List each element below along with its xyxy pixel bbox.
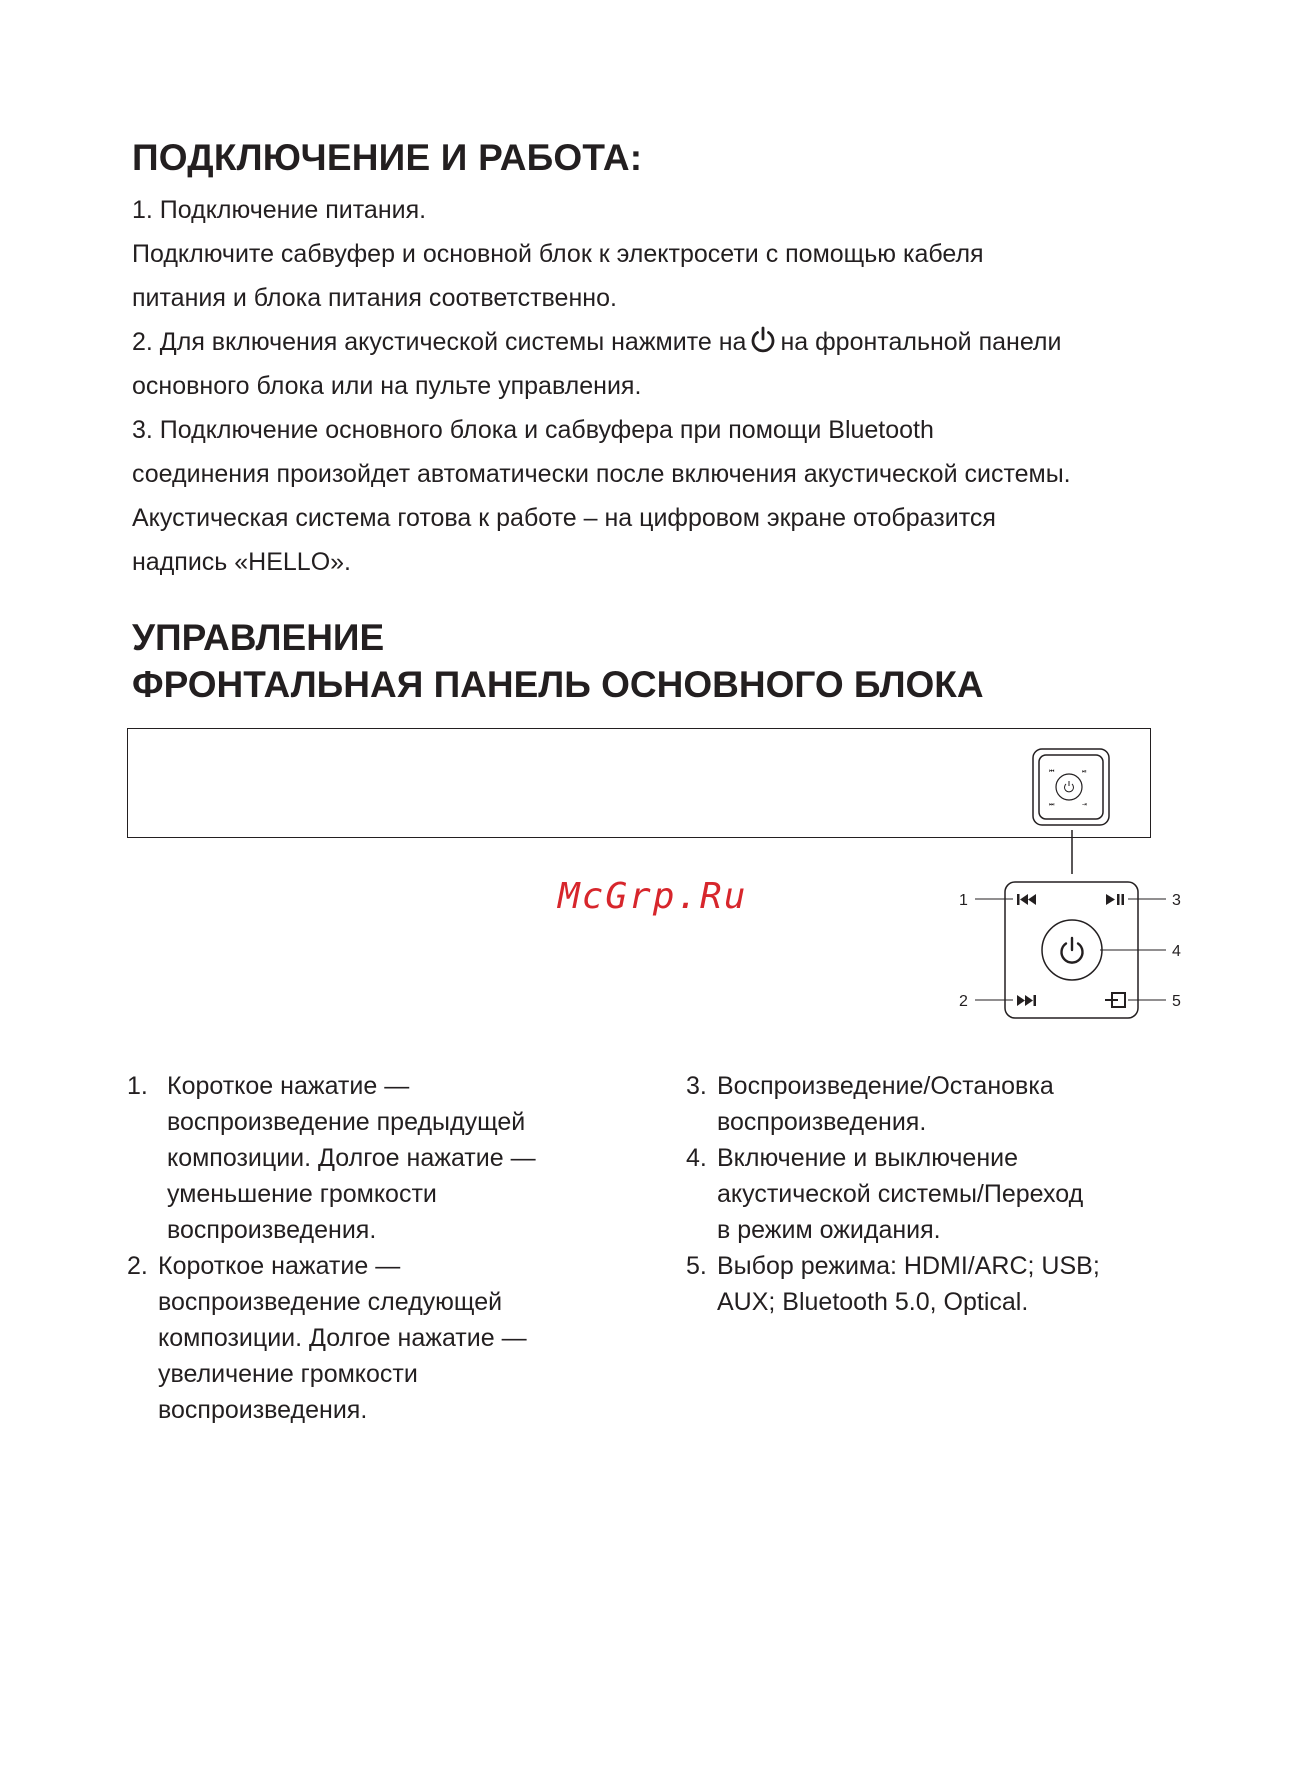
list-item <box>686 1068 1206 1140</box>
instruction-line: Акустическая система готова к работе – на цифровом экране отобразится <box>132 504 996 532</box>
list-item-text <box>717 1248 1206 1320</box>
instruction-line: питания и блока питания соответственно. <box>132 284 617 312</box>
svg-text:⏮: ⏮ <box>1049 768 1055 775</box>
list-item <box>686 1248 1206 1320</box>
controls-list-right <box>686 1068 1206 1320</box>
list-item-line: Короткое нажатие — <box>158 1252 401 1280</box>
list-item-line: AUX; Bluetooth 5.0, Optical. <box>717 1288 1029 1316</box>
list-item-text <box>167 1068 647 1248</box>
list-item-line: воспроизведение предыдущей <box>167 1108 526 1136</box>
list-item <box>127 1068 647 1248</box>
list-item-line: Выбор режима: HDMI/ARC; USB; <box>717 1252 1100 1280</box>
instruction-line: надпись «HELLO». <box>132 548 352 576</box>
callout-number-1: 1 <box>959 892 968 909</box>
list-item-line: в режим ожидания. <box>717 1216 941 1244</box>
power-button-icon <box>1042 920 1102 980</box>
list-item-line: композиции. Долгое нажатие — <box>158 1324 527 1352</box>
list-item <box>127 1248 647 1428</box>
list-item-number: 3. <box>686 1072 707 1100</box>
list-item-line: композиции. Долгое нажатие — <box>167 1144 536 1172</box>
instruction-line: Подключите сабвуфер и основной блок к электросети с помощью кабеля <box>132 240 984 268</box>
svg-text:⏯: ⏯ <box>1082 768 1087 775</box>
watermark: McGrp.Ru <box>558 876 748 917</box>
list-item-line: Короткое нажатие — <box>167 1072 410 1100</box>
callout-number-2: 2 <box>959 993 968 1010</box>
controls-list-left <box>127 1068 647 1428</box>
svg-text:⏭: ⏭ <box>1049 801 1055 808</box>
list-item-text <box>158 1248 647 1428</box>
list-item-number: 5. <box>686 1252 707 1280</box>
section-title-connection: ПОДКЛЮЧЕНИЕ И РАБОТА: <box>132 137 643 178</box>
play-pause-icon <box>1106 894 1124 905</box>
list-item-line: воспроизведения. <box>717 1108 927 1136</box>
instruction-line: 3. Подключение основного блока и сабвуфера при помощи Bluetooth <box>132 416 934 444</box>
callout-number-5: 5 <box>1172 993 1181 1010</box>
section-title-line: ФРОНТАЛЬНАЯ ПАНЕЛЬ ОСНОВНОГО БЛОКА <box>132 664 984 705</box>
list-item-line: воспроизведения. <box>158 1396 368 1424</box>
list-item-text <box>717 1140 1206 1248</box>
list-item-line: увеличение громкости <box>158 1360 418 1388</box>
list-item <box>686 1140 1206 1248</box>
list-item-line: Включение и выключение <box>717 1144 1019 1172</box>
instruction-line: основного блока или на пульте управления. <box>132 372 642 400</box>
instruction-fragment: на фронтальной панели <box>780 328 1062 356</box>
previous-track-icon <box>1017 894 1036 905</box>
instruction-line: 1. Подключение питания. <box>132 196 427 224</box>
svg-text:⇥: ⇥ <box>1082 801 1088 808</box>
panel-button-cluster <box>1033 749 1109 825</box>
section-title-line: УПРАВЛЕНИЕ <box>132 617 385 658</box>
list-item-text <box>717 1068 1206 1140</box>
list-item-line: воспроизведение следующей <box>158 1288 503 1316</box>
list-item-line: Воспроизведение/Остановка <box>717 1072 1054 1100</box>
list-item-line: уменьшение громкости <box>167 1180 437 1208</box>
list-item-number: 2. <box>127 1252 148 1280</box>
list-item-line: акустической системы/Переход <box>717 1180 1084 1208</box>
list-item-number: 1. <box>127 1072 148 1100</box>
next-track-icon <box>1017 995 1036 1006</box>
list-item-number: 4. <box>686 1144 707 1172</box>
input-source-icon <box>1103 993 1125 1007</box>
instruction-line: соединения произойдет автоматически после включения акустической системы. <box>132 460 1071 488</box>
instruction-fragment: 2. Для включения акустической системы нажмите на <box>132 328 747 356</box>
list-item-line: воспроизведения. <box>167 1216 377 1244</box>
callout-number-4: 4 <box>1172 943 1181 960</box>
callout-number-3: 3 <box>1172 892 1181 909</box>
